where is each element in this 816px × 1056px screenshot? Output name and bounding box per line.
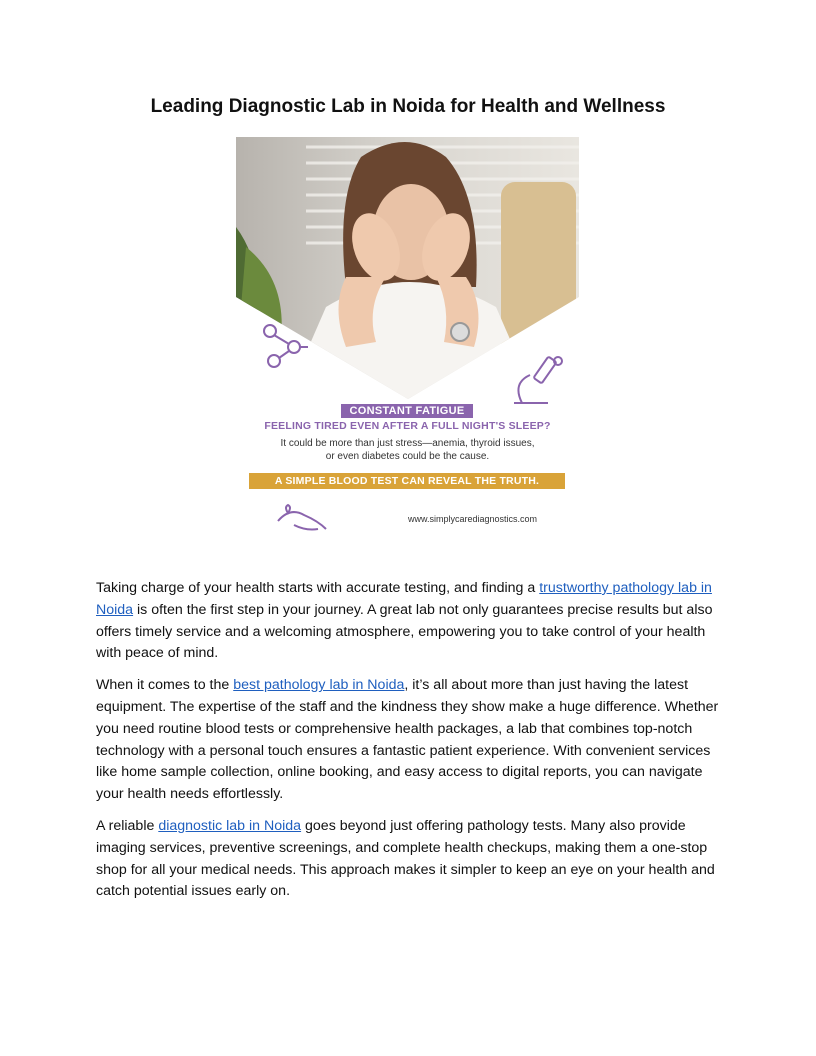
poster-cta-banner: A SIMPLE BLOOD TEST CAN REVEAL THE TRUTH. — [249, 473, 565, 489]
paragraph-1: Taking charge of your health starts with accurate testing, and finding a trustworthy pathology lab in Noida is often the first step in your journey. A great lab not only guarantees precise results but also offers timely service and a welcoming atmosphere, empowering you to take control of your health with peace of mind. — [96, 580, 713, 662]
paragraph-2: When it comes to the best pathology lab in Noida, it’s all about more than just having the latest equipment. The expertise of the staff and the kindness they show make a huge difference. Whether you need routine blood tests or comprehensive health packages, a lab that combines top-notch technology with a personal touch ensures a fantastic patient experience. With convenient services like home sample collection, online booking, and easy access to digital reports, you can navigate your health needs effortlessly. — [96, 677, 719, 803]
poster-description-line-1: It could be more than just stress—anemia, thyroid issues, — [280, 438, 535, 449]
fatigue-poster-image — [236, 137, 579, 537]
poster-description-line-2: or even diabetes could be the cause. — [325, 451, 490, 462]
page-title: Leading Diagnostic Lab in Noida for Health and Wellness — [150, 96, 666, 117]
hand-drop-icon — [274, 503, 330, 533]
diagnostic-lab-link[interactable]: diagnostic lab in Noida — [158, 817, 302, 834]
poster-description — [236, 437, 579, 463]
poster-website: www.simplycarediagnostics.com — [408, 514, 538, 524]
poster-tag: CONSTANT FATIGUE — [341, 404, 473, 418]
article-body — [96, 578, 720, 913]
microscope-icon — [504, 353, 570, 409]
trustworthy-lab-link[interactable]: trustworthy pathology lab in Noida — [96, 580, 712, 618]
paragraph-3: A reliable diagnostic lab in Noida goes beyond just offering pathology tests. Many also provide imaging services, preventive screenings, and complete health checkups, making them a one-stop shop for all your medical needs. This approach makes it simpler to keep an eye on your health and catch potential issues early on. — [96, 817, 715, 900]
molecule-icon — [262, 323, 310, 369]
poster-headline: FEELING TIRED EVEN AFTER A FULL NIGHT'S SLEEP? — [264, 420, 551, 432]
best-pathology-lab-link[interactable]: best pathology lab in Noida — [233, 677, 405, 694]
